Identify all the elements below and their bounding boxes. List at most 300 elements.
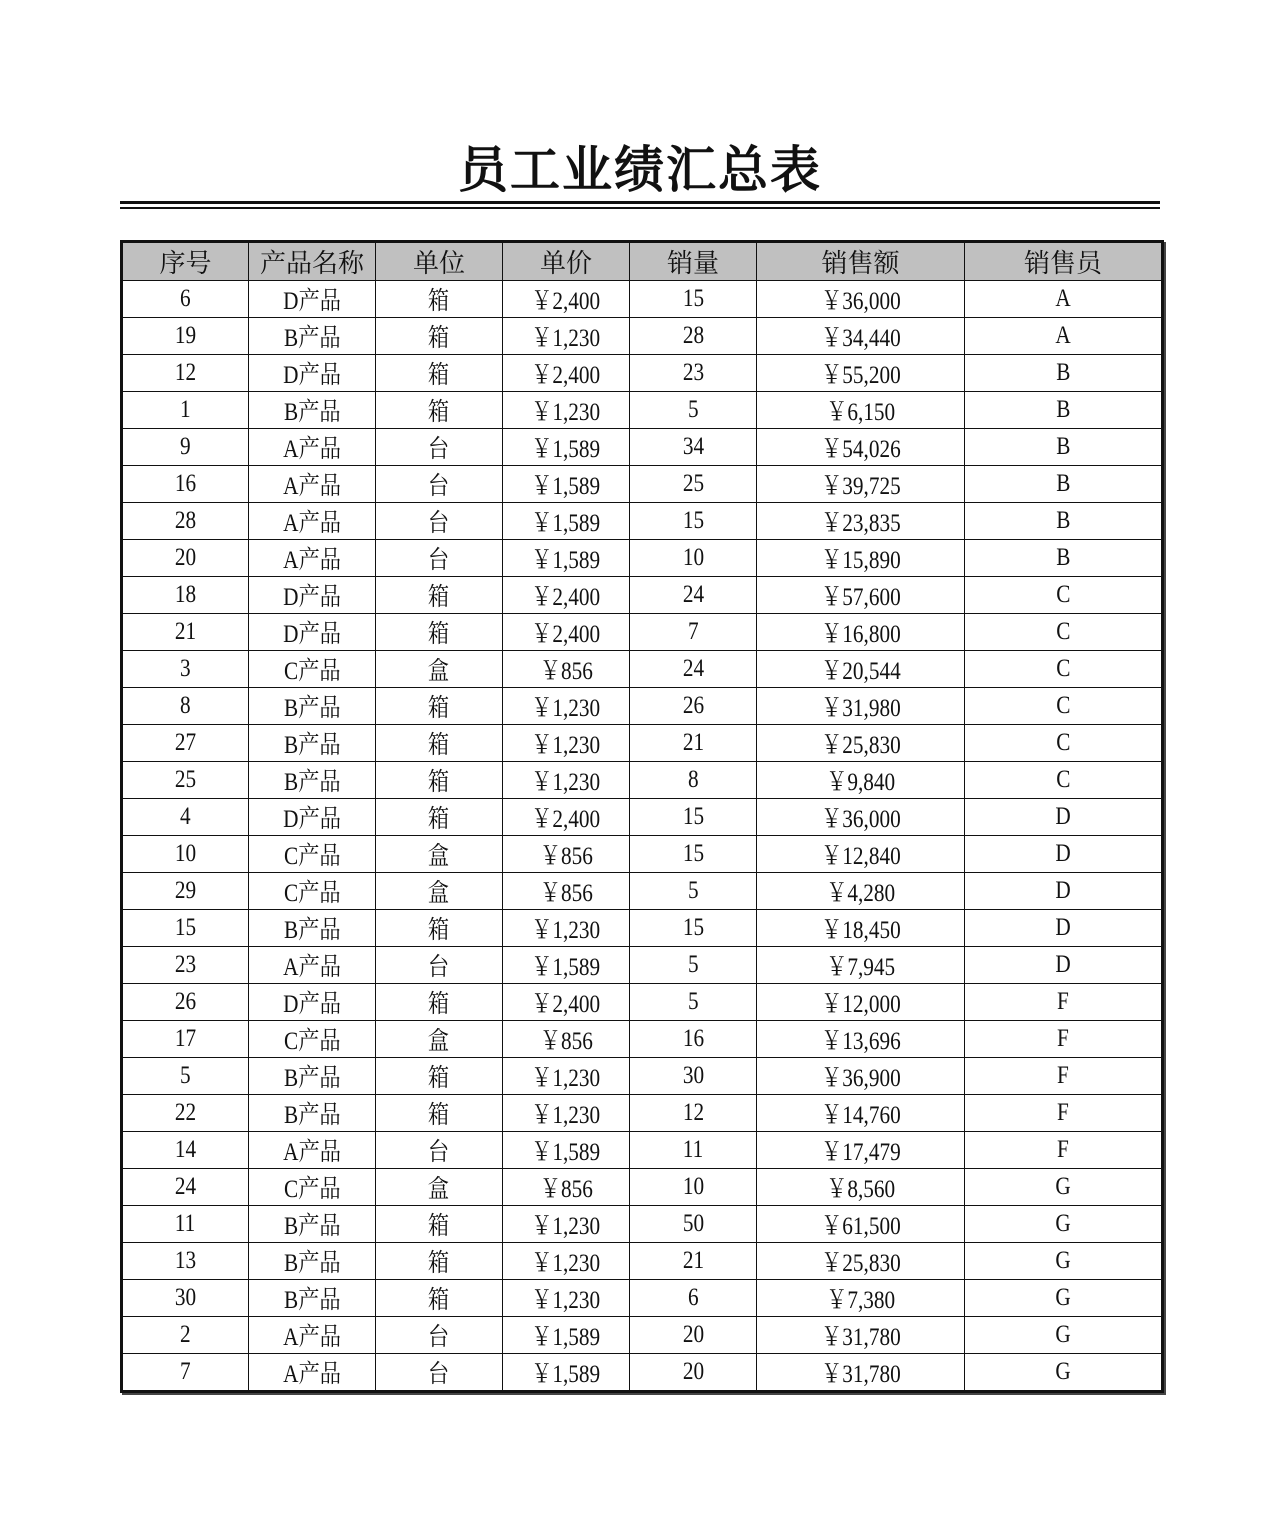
cell-unit-price-text: ￥2,400 <box>531 362 601 389</box>
cell-product <box>249 799 376 836</box>
cell-quantity-text: 6 <box>687 1284 699 1311</box>
table-row <box>122 1280 1163 1317</box>
cell-unit-price-text: ￥1,230 <box>531 917 601 944</box>
cell-salesperson-text: G <box>1055 1284 1071 1311</box>
cell-index-text: 3 <box>180 655 191 682</box>
cell-sales-amount-text: ￥25,830 <box>820 1250 901 1277</box>
cell-index-text: 20 <box>174 544 197 571</box>
cell-salesperson <box>965 1169 1163 1206</box>
header-cell-unit-price: 单价 <box>503 242 630 281</box>
cell-index <box>122 910 249 947</box>
cell-unit <box>376 614 503 651</box>
cell-sales-amount <box>757 429 965 466</box>
cell-unit-text: 盒 <box>428 1176 450 1203</box>
cell-product <box>249 651 376 688</box>
cell-index <box>122 1095 249 1132</box>
cell-sales-amount-text: ￥25,830 <box>820 732 901 759</box>
cell-product <box>249 540 376 577</box>
cell-quantity <box>630 577 757 614</box>
cell-index-text: 6 <box>180 285 191 312</box>
cell-index-text: 28 <box>174 507 197 534</box>
cell-salesperson <box>965 503 1163 540</box>
cell-sales-amount <box>757 1169 965 1206</box>
cell-product-text: B产品 <box>283 917 341 944</box>
cell-unit-price-text: ￥856 <box>539 1176 593 1203</box>
cell-index <box>122 836 249 873</box>
cell-unit-price <box>503 1280 630 1317</box>
cell-index-text: 22 <box>174 1099 197 1126</box>
cell-sales-amount-text: ￥31,780 <box>820 1361 901 1388</box>
cell-unit-price-text: ￥856 <box>539 1028 593 1055</box>
table-row <box>122 1095 1163 1132</box>
cell-salesperson-text: A <box>1055 285 1071 312</box>
cell-sales-amount <box>757 1317 965 1354</box>
cell-index-text: 15 <box>174 914 197 941</box>
cell-unit <box>376 281 503 318</box>
cell-product <box>249 503 376 540</box>
cell-sales-amount-text: ￥31,980 <box>820 695 901 722</box>
cell-unit <box>376 1243 503 1280</box>
table-row <box>122 503 1163 540</box>
cell-salesperson-text: C <box>1055 618 1071 645</box>
cell-unit-text: 箱 <box>428 1102 450 1129</box>
cell-index <box>122 540 249 577</box>
cell-sales-amount-text: ￥36,900 <box>820 1065 901 1092</box>
cell-unit-price <box>503 984 630 1021</box>
cell-product <box>249 762 376 799</box>
cell-unit-text: 箱 <box>428 695 450 722</box>
cell-unit-price-text: ￥2,400 <box>531 991 601 1018</box>
header-cell-index: 序号 <box>122 242 249 281</box>
cell-quantity-text: 21 <box>682 729 704 756</box>
cell-unit-price-text: ￥856 <box>539 658 593 685</box>
table-row <box>122 688 1163 725</box>
cell-quantity-text: 11 <box>682 1136 704 1163</box>
cell-salesperson <box>965 1058 1163 1095</box>
cell-index <box>122 1243 249 1280</box>
cell-sales-amount-text: ￥9,840 <box>825 769 896 796</box>
cell-unit <box>376 688 503 725</box>
cell-product-text: B产品 <box>283 732 341 759</box>
cell-sales-amount <box>757 355 965 392</box>
cell-sales-amount-text: ￥57,600 <box>820 584 901 611</box>
cell-sales-amount-text: ￥4,280 <box>825 880 896 907</box>
cell-index <box>122 688 249 725</box>
cell-index-text: 7 <box>180 1358 191 1385</box>
cell-quantity <box>630 910 757 947</box>
cell-unit-price-text: ￥1,230 <box>531 399 601 426</box>
cell-quantity <box>630 762 757 799</box>
cell-product-text: A产品 <box>283 1361 341 1388</box>
cell-product-text: C产品 <box>283 843 341 870</box>
cell-index-text: 14 <box>174 1136 197 1163</box>
cell-unit-text: 箱 <box>428 917 450 944</box>
cell-unit-price <box>503 1132 630 1169</box>
cell-quantity <box>630 1021 757 1058</box>
cell-product-text: C产品 <box>283 658 341 685</box>
table-row <box>122 1317 1163 1354</box>
cell-product <box>249 429 376 466</box>
cell-index <box>122 984 249 1021</box>
cell-product-text: D产品 <box>283 991 341 1018</box>
cell-index <box>122 392 249 429</box>
cell-index <box>122 1058 249 1095</box>
cell-sales-amount-text: ￥12,000 <box>820 991 901 1018</box>
cell-unit-price <box>503 577 630 614</box>
cell-index-text: 23 <box>174 951 197 978</box>
cell-sales-amount-text: ￥23,835 <box>820 510 901 537</box>
cell-quantity-text: 7 <box>687 618 699 645</box>
cell-quantity <box>630 318 757 355</box>
cell-product <box>249 1169 376 1206</box>
title-underline-bottom <box>120 207 1160 209</box>
cell-unit <box>376 1021 503 1058</box>
page-title: 员工业绩汇总表 <box>458 140 822 199</box>
cell-salesperson <box>965 1280 1163 1317</box>
cell-product-text: C产品 <box>283 1028 341 1055</box>
cell-unit-text: 盒 <box>428 658 450 685</box>
header-cell-quantity: 销量 <box>630 242 757 281</box>
cell-product-text: B产品 <box>283 1065 341 1092</box>
table-row <box>122 429 1163 466</box>
cell-product <box>249 281 376 318</box>
cell-salesperson-text: B <box>1055 396 1071 423</box>
cell-sales-amount <box>757 318 965 355</box>
cell-salesperson-text: B <box>1055 359 1071 386</box>
cell-sales-amount <box>757 466 965 503</box>
cell-product-text: D产品 <box>283 621 341 648</box>
cell-salesperson <box>965 1317 1163 1354</box>
cell-quantity-text: 15 <box>682 914 704 941</box>
cell-unit-price-text: ￥1,589 <box>531 1361 601 1388</box>
cell-quantity <box>630 799 757 836</box>
cell-unit-price-text: ￥856 <box>539 843 593 870</box>
cell-unit-text: 箱 <box>428 991 450 1018</box>
cell-product <box>249 1317 376 1354</box>
cell-unit-price-text: ￥1,230 <box>531 695 601 722</box>
cell-product <box>249 355 376 392</box>
cell-unit-price <box>503 1095 630 1132</box>
header-row <box>122 242 1163 281</box>
cell-unit-price <box>503 1021 630 1058</box>
cell-product-text: B产品 <box>283 1102 341 1129</box>
cell-sales-amount-text: ￥15,890 <box>820 547 901 574</box>
cell-unit <box>376 318 503 355</box>
cell-salesperson-text: C <box>1055 655 1071 682</box>
cell-sales-amount-text: ￥7,945 <box>825 954 896 981</box>
cell-sales-amount <box>757 392 965 429</box>
cell-unit-price <box>503 540 630 577</box>
cell-unit <box>376 873 503 910</box>
cell-index <box>122 1280 249 1317</box>
cell-salesperson <box>965 836 1163 873</box>
cell-quantity <box>630 688 757 725</box>
cell-sales-amount-text: ￥31,780 <box>820 1324 901 1351</box>
cell-index <box>122 1021 249 1058</box>
cell-unit-text: 盒 <box>428 880 450 907</box>
cell-sales-amount-text: ￥36,000 <box>820 806 901 833</box>
cell-quantity-text: 34 <box>682 433 704 460</box>
cell-index-text: 30 <box>174 1284 197 1311</box>
cell-unit-price-text: ￥2,400 <box>531 806 601 833</box>
table-row <box>122 1206 1163 1243</box>
table-row <box>122 984 1163 1021</box>
cell-quantity-text: 15 <box>682 507 704 534</box>
cell-unit-text: 箱 <box>428 288 450 315</box>
cell-sales-amount <box>757 836 965 873</box>
table-row <box>122 1169 1163 1206</box>
cell-index <box>122 503 249 540</box>
cell-unit-price <box>503 947 630 984</box>
cell-quantity-text: 50 <box>682 1210 704 1237</box>
cell-quantity <box>630 466 757 503</box>
cell-product <box>249 1206 376 1243</box>
cell-product-text: D产品 <box>283 806 341 833</box>
cell-unit-price <box>503 614 630 651</box>
cell-unit-price <box>503 318 630 355</box>
header-cell-sales-amount: 销售额 <box>757 242 965 281</box>
cell-sales-amount-text: ￥7,380 <box>825 1287 896 1314</box>
cell-quantity-text: 5 <box>687 988 699 1015</box>
cell-unit-price-text: ￥1,589 <box>531 1324 601 1351</box>
table-row <box>122 651 1163 688</box>
cell-product <box>249 725 376 762</box>
cell-unit-price-text: ￥1,230 <box>531 1102 601 1129</box>
cell-index-text: 8 <box>180 692 191 719</box>
cell-quantity <box>630 1206 757 1243</box>
cell-sales-amount <box>757 1354 965 1392</box>
cell-product <box>249 910 376 947</box>
cell-sales-amount <box>757 651 965 688</box>
cell-unit <box>376 466 503 503</box>
cell-quantity <box>630 1132 757 1169</box>
cell-unit-price <box>503 466 630 503</box>
cell-salesperson <box>965 1095 1163 1132</box>
table-row <box>122 799 1163 836</box>
cell-quantity-text: 16 <box>682 1025 704 1052</box>
cell-index <box>122 725 249 762</box>
cell-index <box>122 762 249 799</box>
cell-sales-amount-text: ￥36,000 <box>820 288 901 315</box>
cell-sales-amount-text: ￥12,840 <box>820 843 901 870</box>
table-row <box>122 281 1163 318</box>
cell-salesperson <box>965 1354 1163 1392</box>
cell-quantity-text: 20 <box>682 1358 704 1385</box>
cell-unit-price <box>503 688 630 725</box>
cell-unit-price <box>503 910 630 947</box>
table-row <box>122 836 1163 873</box>
cell-unit-text: 台 <box>428 510 450 537</box>
cell-unit-text: 箱 <box>428 1287 450 1314</box>
cell-unit-text: 箱 <box>428 362 450 389</box>
cell-index <box>122 577 249 614</box>
cell-unit-price <box>503 651 630 688</box>
cell-index <box>122 318 249 355</box>
cell-salesperson <box>965 651 1163 688</box>
cell-index-text: 9 <box>180 433 191 460</box>
cell-index-text: 12 <box>174 359 197 386</box>
cell-index-text: 16 <box>174 470 197 497</box>
cell-quantity <box>630 1169 757 1206</box>
cell-quantity-text: 5 <box>687 951 699 978</box>
cell-salesperson-text: F <box>1057 1025 1069 1052</box>
cell-unit <box>376 577 503 614</box>
table-row <box>122 873 1163 910</box>
cell-salesperson-text: C <box>1055 766 1071 793</box>
cell-unit-price-text: ￥2,400 <box>531 288 601 315</box>
cell-quantity <box>630 429 757 466</box>
cell-salesperson <box>965 466 1163 503</box>
header-cell-salesperson: 销售员 <box>965 242 1163 281</box>
cell-unit-text: 箱 <box>428 621 450 648</box>
cell-unit-text: 箱 <box>428 399 450 426</box>
cell-quantity-text: 30 <box>682 1062 704 1089</box>
cell-salesperson-text: F <box>1057 1136 1069 1163</box>
cell-sales-amount <box>757 540 965 577</box>
cell-sales-amount <box>757 688 965 725</box>
cell-salesperson-text: C <box>1055 581 1071 608</box>
cell-unit <box>376 947 503 984</box>
cell-index-text: 4 <box>180 803 191 830</box>
cell-salesperson <box>965 910 1163 947</box>
cell-unit-price-text: ￥1,230 <box>531 1250 601 1277</box>
cell-unit-price-text: ￥1,230 <box>531 1213 601 1240</box>
cell-unit-text: 箱 <box>428 1065 450 1092</box>
cell-unit-text: 台 <box>428 547 450 574</box>
cell-sales-amount <box>757 984 965 1021</box>
cell-sales-amount <box>757 1206 965 1243</box>
cell-quantity-text: 10 <box>682 1173 704 1200</box>
cell-salesperson-text: D <box>1055 840 1071 867</box>
cell-quantity-text: 5 <box>687 877 699 904</box>
cell-salesperson-text: F <box>1057 1062 1069 1089</box>
cell-product-text: D产品 <box>283 288 341 315</box>
cell-quantity <box>630 1354 757 1392</box>
cell-quantity <box>630 873 757 910</box>
cell-product-text: A产品 <box>283 436 341 463</box>
cell-quantity <box>630 1280 757 1317</box>
cell-unit <box>376 762 503 799</box>
cell-product <box>249 688 376 725</box>
title-underline-top <box>120 201 1160 204</box>
cell-index <box>122 1132 249 1169</box>
cell-salesperson-text: G <box>1055 1358 1071 1385</box>
table-row <box>122 318 1163 355</box>
cell-unit-text: 盒 <box>428 843 450 870</box>
cell-unit <box>376 725 503 762</box>
performance-summary-table <box>120 240 1164 1393</box>
table-row <box>122 947 1163 984</box>
cell-sales-amount <box>757 503 965 540</box>
cell-salesperson-text: A <box>1055 322 1071 349</box>
cell-unit <box>376 392 503 429</box>
cell-quantity <box>630 1058 757 1095</box>
cell-salesperson <box>965 281 1163 318</box>
cell-unit-price-text: ￥1,589 <box>531 473 601 500</box>
cell-unit-price-text: ￥1,589 <box>531 1139 601 1166</box>
cell-unit <box>376 836 503 873</box>
table-row <box>122 466 1163 503</box>
cell-product <box>249 1021 376 1058</box>
cell-quantity-text: 24 <box>682 581 704 608</box>
cell-product <box>249 1354 376 1392</box>
cell-salesperson-text: D <box>1055 877 1071 904</box>
cell-quantity <box>630 614 757 651</box>
cell-product <box>249 873 376 910</box>
cell-product <box>249 1095 376 1132</box>
cell-quantity-text: 15 <box>682 803 704 830</box>
cell-sales-amount-text: ￥54,026 <box>820 436 901 463</box>
table-row <box>122 725 1163 762</box>
cell-index-text: 29 <box>174 877 197 904</box>
cell-sales-amount-text: ￥20,544 <box>820 658 901 685</box>
cell-unit <box>376 799 503 836</box>
cell-product <box>249 392 376 429</box>
cell-unit-price <box>503 1354 630 1392</box>
cell-quantity-text: 20 <box>682 1321 704 1348</box>
cell-salesperson <box>965 688 1163 725</box>
cell-product-text: A产品 <box>283 547 341 574</box>
cell-salesperson <box>965 614 1163 651</box>
cell-sales-amount <box>757 1095 965 1132</box>
cell-index <box>122 947 249 984</box>
cell-unit-price-text: ￥1,230 <box>531 1287 601 1314</box>
cell-unit-price <box>503 355 630 392</box>
cell-salesperson-text: G <box>1055 1210 1071 1237</box>
cell-unit-price-text: ￥856 <box>539 880 593 907</box>
cell-unit-price <box>503 1243 630 1280</box>
header-cell-unit: 单位 <box>376 242 503 281</box>
cell-unit-price <box>503 1169 630 1206</box>
cell-unit <box>376 429 503 466</box>
cell-sales-amount-text: ￥16,800 <box>820 621 901 648</box>
cell-sales-amount <box>757 762 965 799</box>
cell-product-text: B产品 <box>283 1213 341 1240</box>
cell-unit-price <box>503 429 630 466</box>
table-row <box>122 577 1163 614</box>
cell-sales-amount <box>757 1280 965 1317</box>
cell-sales-amount-text: ￥39,725 <box>820 473 901 500</box>
cell-salesperson-text: B <box>1055 544 1071 571</box>
cell-unit-text: 台 <box>428 1139 450 1166</box>
cell-salesperson <box>965 392 1163 429</box>
cell-salesperson <box>965 1132 1163 1169</box>
cell-salesperson <box>965 762 1163 799</box>
cell-sales-amount <box>757 799 965 836</box>
cell-product-text: A产品 <box>283 954 341 981</box>
cell-index-text: 5 <box>180 1062 191 1089</box>
table-row <box>122 355 1163 392</box>
cell-salesperson <box>965 984 1163 1021</box>
cell-unit-text: 台 <box>428 436 450 463</box>
cell-quantity <box>630 1243 757 1280</box>
cell-unit-price-text: ￥1,589 <box>531 436 601 463</box>
cell-salesperson <box>965 577 1163 614</box>
cell-unit-text: 箱 <box>428 1213 450 1240</box>
cell-product <box>249 1243 376 1280</box>
cell-unit-price <box>503 1206 630 1243</box>
cell-unit-text: 台 <box>428 1361 450 1388</box>
cell-salesperson-text: B <box>1055 470 1071 497</box>
cell-unit <box>376 910 503 947</box>
cell-unit-price <box>503 799 630 836</box>
cell-quantity-text: 25 <box>682 470 704 497</box>
cell-salesperson <box>965 355 1163 392</box>
cell-product <box>249 577 376 614</box>
cell-unit-price <box>503 725 630 762</box>
cell-salesperson <box>965 1021 1163 1058</box>
cell-unit <box>376 355 503 392</box>
